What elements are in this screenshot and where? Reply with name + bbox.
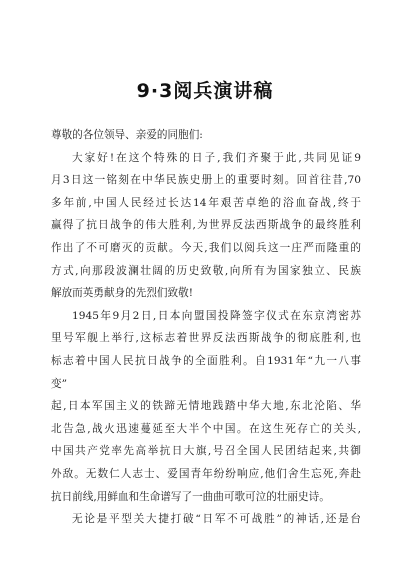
paragraph-line: 外敌。无数仁人志士、爱国青年纷纷响应,他们舍生忘死,奔赴 (51, 467, 361, 480)
paragraph-line: 中国共产党率先高举抗日大旗,号召全国人民团结起来,共御 (51, 445, 361, 458)
speech-body (51, 124, 361, 531)
paragraph-line: 方式,向那段波澜壮阔的历史致敬,向所有为国家独立、民族 (51, 264, 361, 277)
paragraph-line: 变” (51, 377, 68, 390)
paragraph-line: 解放而英勇献身的先烈们致敬! (51, 287, 193, 300)
paragraph-line: 北告急,战火迅速蔓延至大半个中国。在这生死存亡的关头, (51, 422, 361, 435)
paragraph-line: 无论是平型关大捷打破“日军不可战胜”的神话,还是台 (72, 513, 361, 526)
paragraph-line: 抗日前线,用鲜血和生命谱写了一曲曲可歌可泣的壮丽史诗。 (51, 490, 330, 503)
salutation-line: 尊敬的各位领导、亲爱的同胞们: (51, 129, 203, 141)
paragraph-line: 标志着中国人民抗日战争的全面胜利。自1931年“九一八事 (51, 354, 361, 367)
paragraph-line: 多年前,中国人民经过长达14年艰苦卓绝的浴血奋战,终于 (51, 196, 361, 209)
document-title: 9·3阅兵演讲稿 (136, 80, 274, 102)
paragraph-line: 作出了不可磨灭的贡献。今天,我们以阅兵这一庄严而隆重的 (51, 241, 361, 254)
paragraph-line: 起,日本军国主义的铁蹄无情地践踏中华大地,东北沦陷、华 (51, 400, 361, 413)
paragraph-line: 里号军舰上举行,这标志着世界反法西斯战争的彻底胜利,也 (51, 332, 361, 345)
paragraph-line: 大家好!在这个特殊的日子,我们齐聚于此,共同见证9 (72, 151, 361, 164)
paragraph-line: 赢得了抗日战争的伟大胜利,为世界反法西斯战争的最终胜利 (51, 219, 361, 232)
paragraph-line: 月3日这一铭刻在中华民族史册上的重要时刻。回首往昔,70 (51, 174, 361, 187)
paragraph-line: 1945年9月2日,日本向盟国投降签字仪式在东京湾密苏 (72, 309, 361, 322)
